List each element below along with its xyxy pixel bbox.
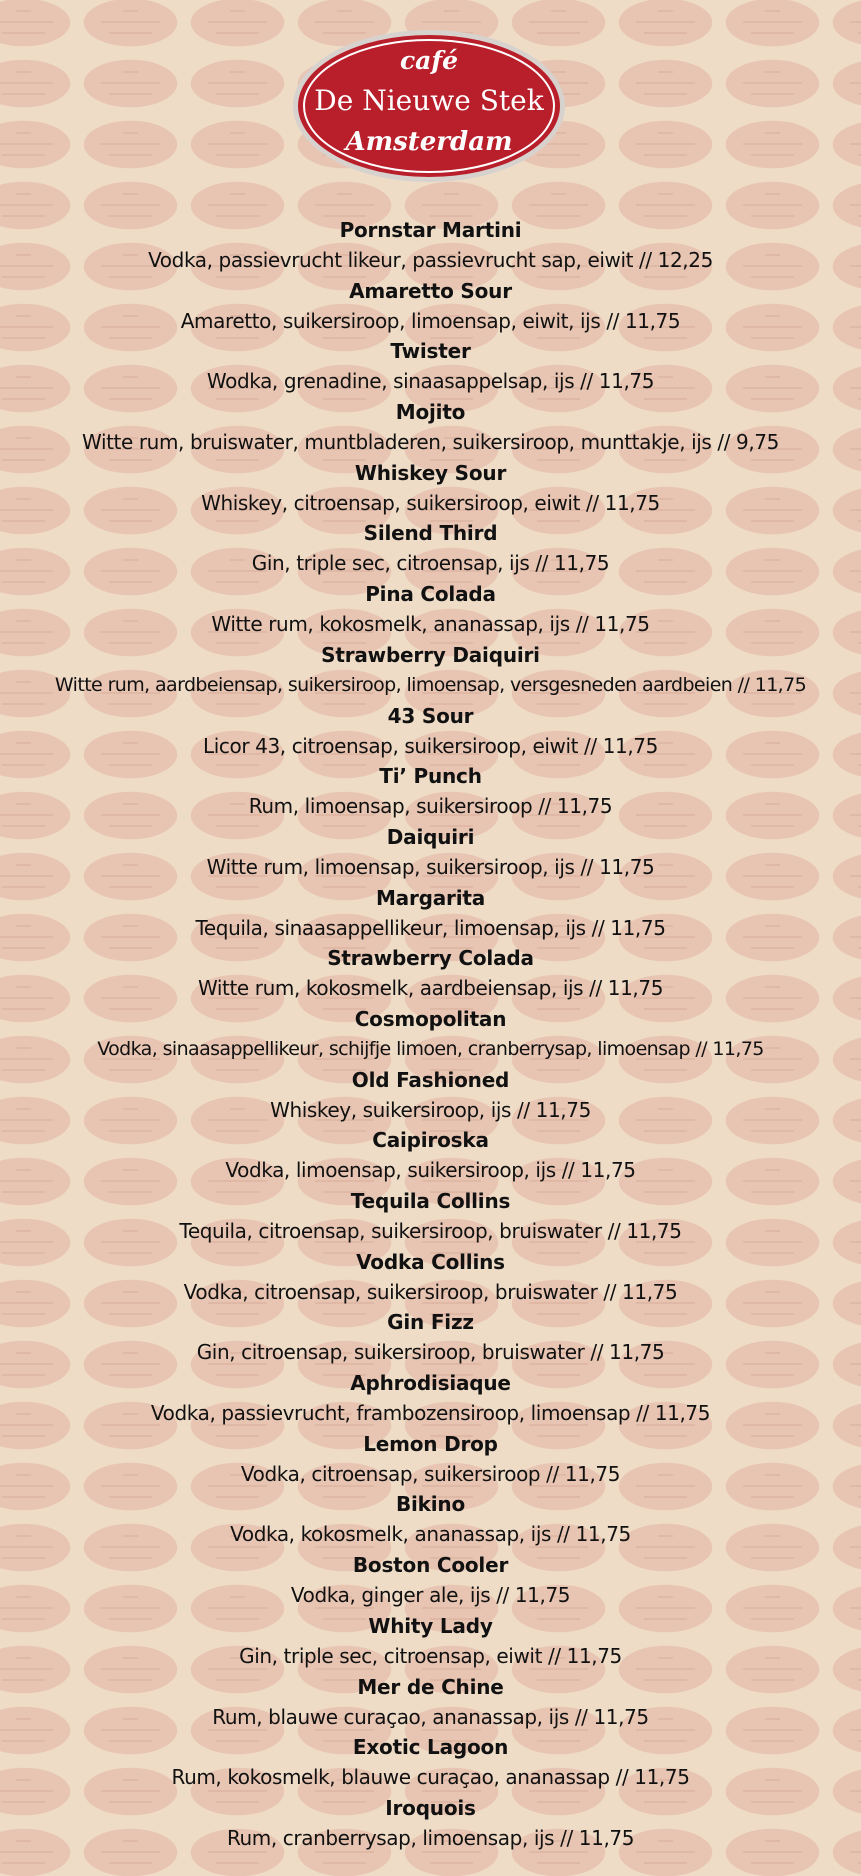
item-name: Mojito [395, 400, 466, 425]
item-description: Tequila, sinaasappellikeur, limoensap, ijs // 11,75 [195, 915, 666, 940]
item-name: 43 Sour [387, 703, 474, 728]
item-description: Witte rum, kokosmelk, ananassap, ijs // 11,75 [211, 612, 650, 637]
menu-item [0, 336, 861, 397]
menu-item [0, 640, 861, 701]
menu-item [0, 1368, 861, 1429]
item-description: Gin, triple sec, citroensap, ijs // 11,75 [251, 551, 610, 576]
menu-item [0, 1125, 861, 1186]
menu-item [0, 1732, 861, 1793]
item-description: Vodka, limoensap, suikersiroop, ijs // 11,75 [225, 1158, 636, 1183]
item-name: Amaretto Sour [349, 278, 512, 303]
item-description: Gin, triple sec, citroensap, eiwit // 11,75 [239, 1643, 622, 1668]
item-name: Vodka Collins [356, 1249, 505, 1274]
menu-item [0, 1247, 861, 1308]
item-name: Twister [390, 339, 471, 364]
item-name: Daiquiri [386, 824, 475, 849]
item-description: Whiskey, suikersiroop, ijs // 11,75 [270, 1097, 591, 1122]
logo-city-text: Amsterdam [345, 127, 513, 157]
menu-item [0, 215, 861, 276]
item-name: Cosmopolitan [354, 1006, 507, 1031]
menu-item [0, 761, 861, 822]
logo-name-text: De Nieuwe Stek [314, 84, 544, 117]
item-name: Margarita [375, 885, 486, 910]
menu-item [0, 276, 861, 337]
item-description: Rum, limoensap, suikersiroop // 11,75 [248, 794, 613, 819]
item-description: Rum, blauwe curaçao, ananassap, ijs // 11,75 [212, 1704, 649, 1729]
item-description: Vodka, passievrucht likeur, passievrucht sap, eiwit // 12,25 [148, 248, 713, 272]
item-name: Silend Third [363, 521, 498, 546]
item-name: Gin Fizz [387, 1310, 474, 1335]
item-name: Strawberry Daiquiri [321, 642, 540, 667]
item-description: Tequila, citroensap, suikersiroop, bruiswater // 11,75 [179, 1219, 682, 1243]
menu-item [0, 1065, 861, 1126]
item-name: Iroquois [385, 1795, 476, 1820]
menu-item [0, 1793, 861, 1854]
menu-item [0, 579, 861, 640]
item-name: Old Fashioned [351, 1067, 510, 1092]
item-name: Pina Colada [365, 582, 496, 607]
item-name: Whity Lady [368, 1613, 493, 1638]
item-name: Tequila Collins [350, 1189, 511, 1213]
item-description: Witte rum, aardbeiensap, suikersiroop, limoensap, versgesneden aardbeien // 11,75 [54, 673, 807, 696]
menu-item [0, 1550, 861, 1611]
item-description: Witte rum, limoensap, suikersiroop, ijs // 11,75 [206, 854, 655, 879]
item-description: Gin, citroensap, suikersiroop, bruiswater // 11,75 [196, 1340, 665, 1365]
item-description: Rum, kokosmelk, blauwe curaçao, ananassap // 11,75 [171, 1765, 690, 1790]
item-description: Witte rum, kokosmelk, aardbeiensap, ijs // 11,75 [197, 976, 664, 1001]
item-description: Whiskey, citroensap, suikersiroop, eiwit // 11,75 [201, 490, 660, 515]
menu-item [0, 1672, 861, 1733]
item-description: Vodka, sinaasappellikeur, schijfje limoen, cranberrysap, limoensap // 11,75 [97, 1037, 764, 1060]
item-description: Vodka, ginger ale, ijs // 11,75 [290, 1583, 571, 1608]
menu-item [0, 1429, 861, 1490]
item-name: Mer de Chine [357, 1674, 504, 1699]
item-name: Bikino [395, 1492, 466, 1517]
item-description: Vodka, passievrucht, frambozensiroop, limoensap // 11,75 [150, 1401, 711, 1426]
item-name: Lemon Drop [363, 1431, 498, 1456]
item-name: Strawberry Colada [327, 946, 534, 971]
menu-item [0, 1307, 861, 1368]
item-description: Vodka, citroensap, suikersiroop, bruiswater // 11,75 [183, 1279, 678, 1304]
item-description: Vodka, citroensap, suikersiroop // 11,75 [240, 1461, 621, 1486]
cocktail-menu [0, 215, 861, 1854]
menu-item [0, 943, 861, 1004]
item-description: Vodka, kokosmelk, ananassap, ijs // 11,75 [230, 1522, 631, 1547]
item-name: Whiskey Sour [354, 460, 507, 485]
item-name: Caipiroska [372, 1128, 489, 1153]
menu-item [0, 1186, 861, 1247]
menu-item [0, 1004, 861, 1065]
menu-item [0, 1489, 861, 1550]
menu-item [0, 883, 861, 944]
item-description: Wodka, grenadine, sinaasappelsap, ijs // 11,75 [206, 369, 655, 394]
item-name: Boston Cooler [352, 1553, 509, 1578]
menu-item [0, 1611, 861, 1672]
menu-item [0, 701, 861, 762]
item-description: Witte rum, bruiswater, muntbladeren, suikersiroop, munttakje, ijs // 9,75 [82, 430, 779, 455]
item-description: Amaretto, suikersiroop, limoensap, eiwit, ijs // 11,75 [180, 308, 681, 333]
item-name: Pornstar Martini [339, 218, 522, 242]
logo-cafe-text: café [399, 46, 459, 75]
menu-item [0, 518, 861, 579]
item-description: Rum, cranberrysap, limoensap, ijs // 11,75 [226, 1825, 635, 1850]
cafe-logo [291, 28, 567, 184]
menu-item [0, 458, 861, 519]
menu-item [0, 822, 861, 883]
item-name: Aphrodisiaque [350, 1371, 511, 1396]
item-name: Ti’ Punch [379, 764, 482, 789]
menu-item [0, 397, 861, 458]
item-name: Exotic Lagoon [352, 1735, 509, 1760]
item-description: Licor 43, citroensap, suikersiroop, eiwit // 11,75 [203, 733, 658, 758]
